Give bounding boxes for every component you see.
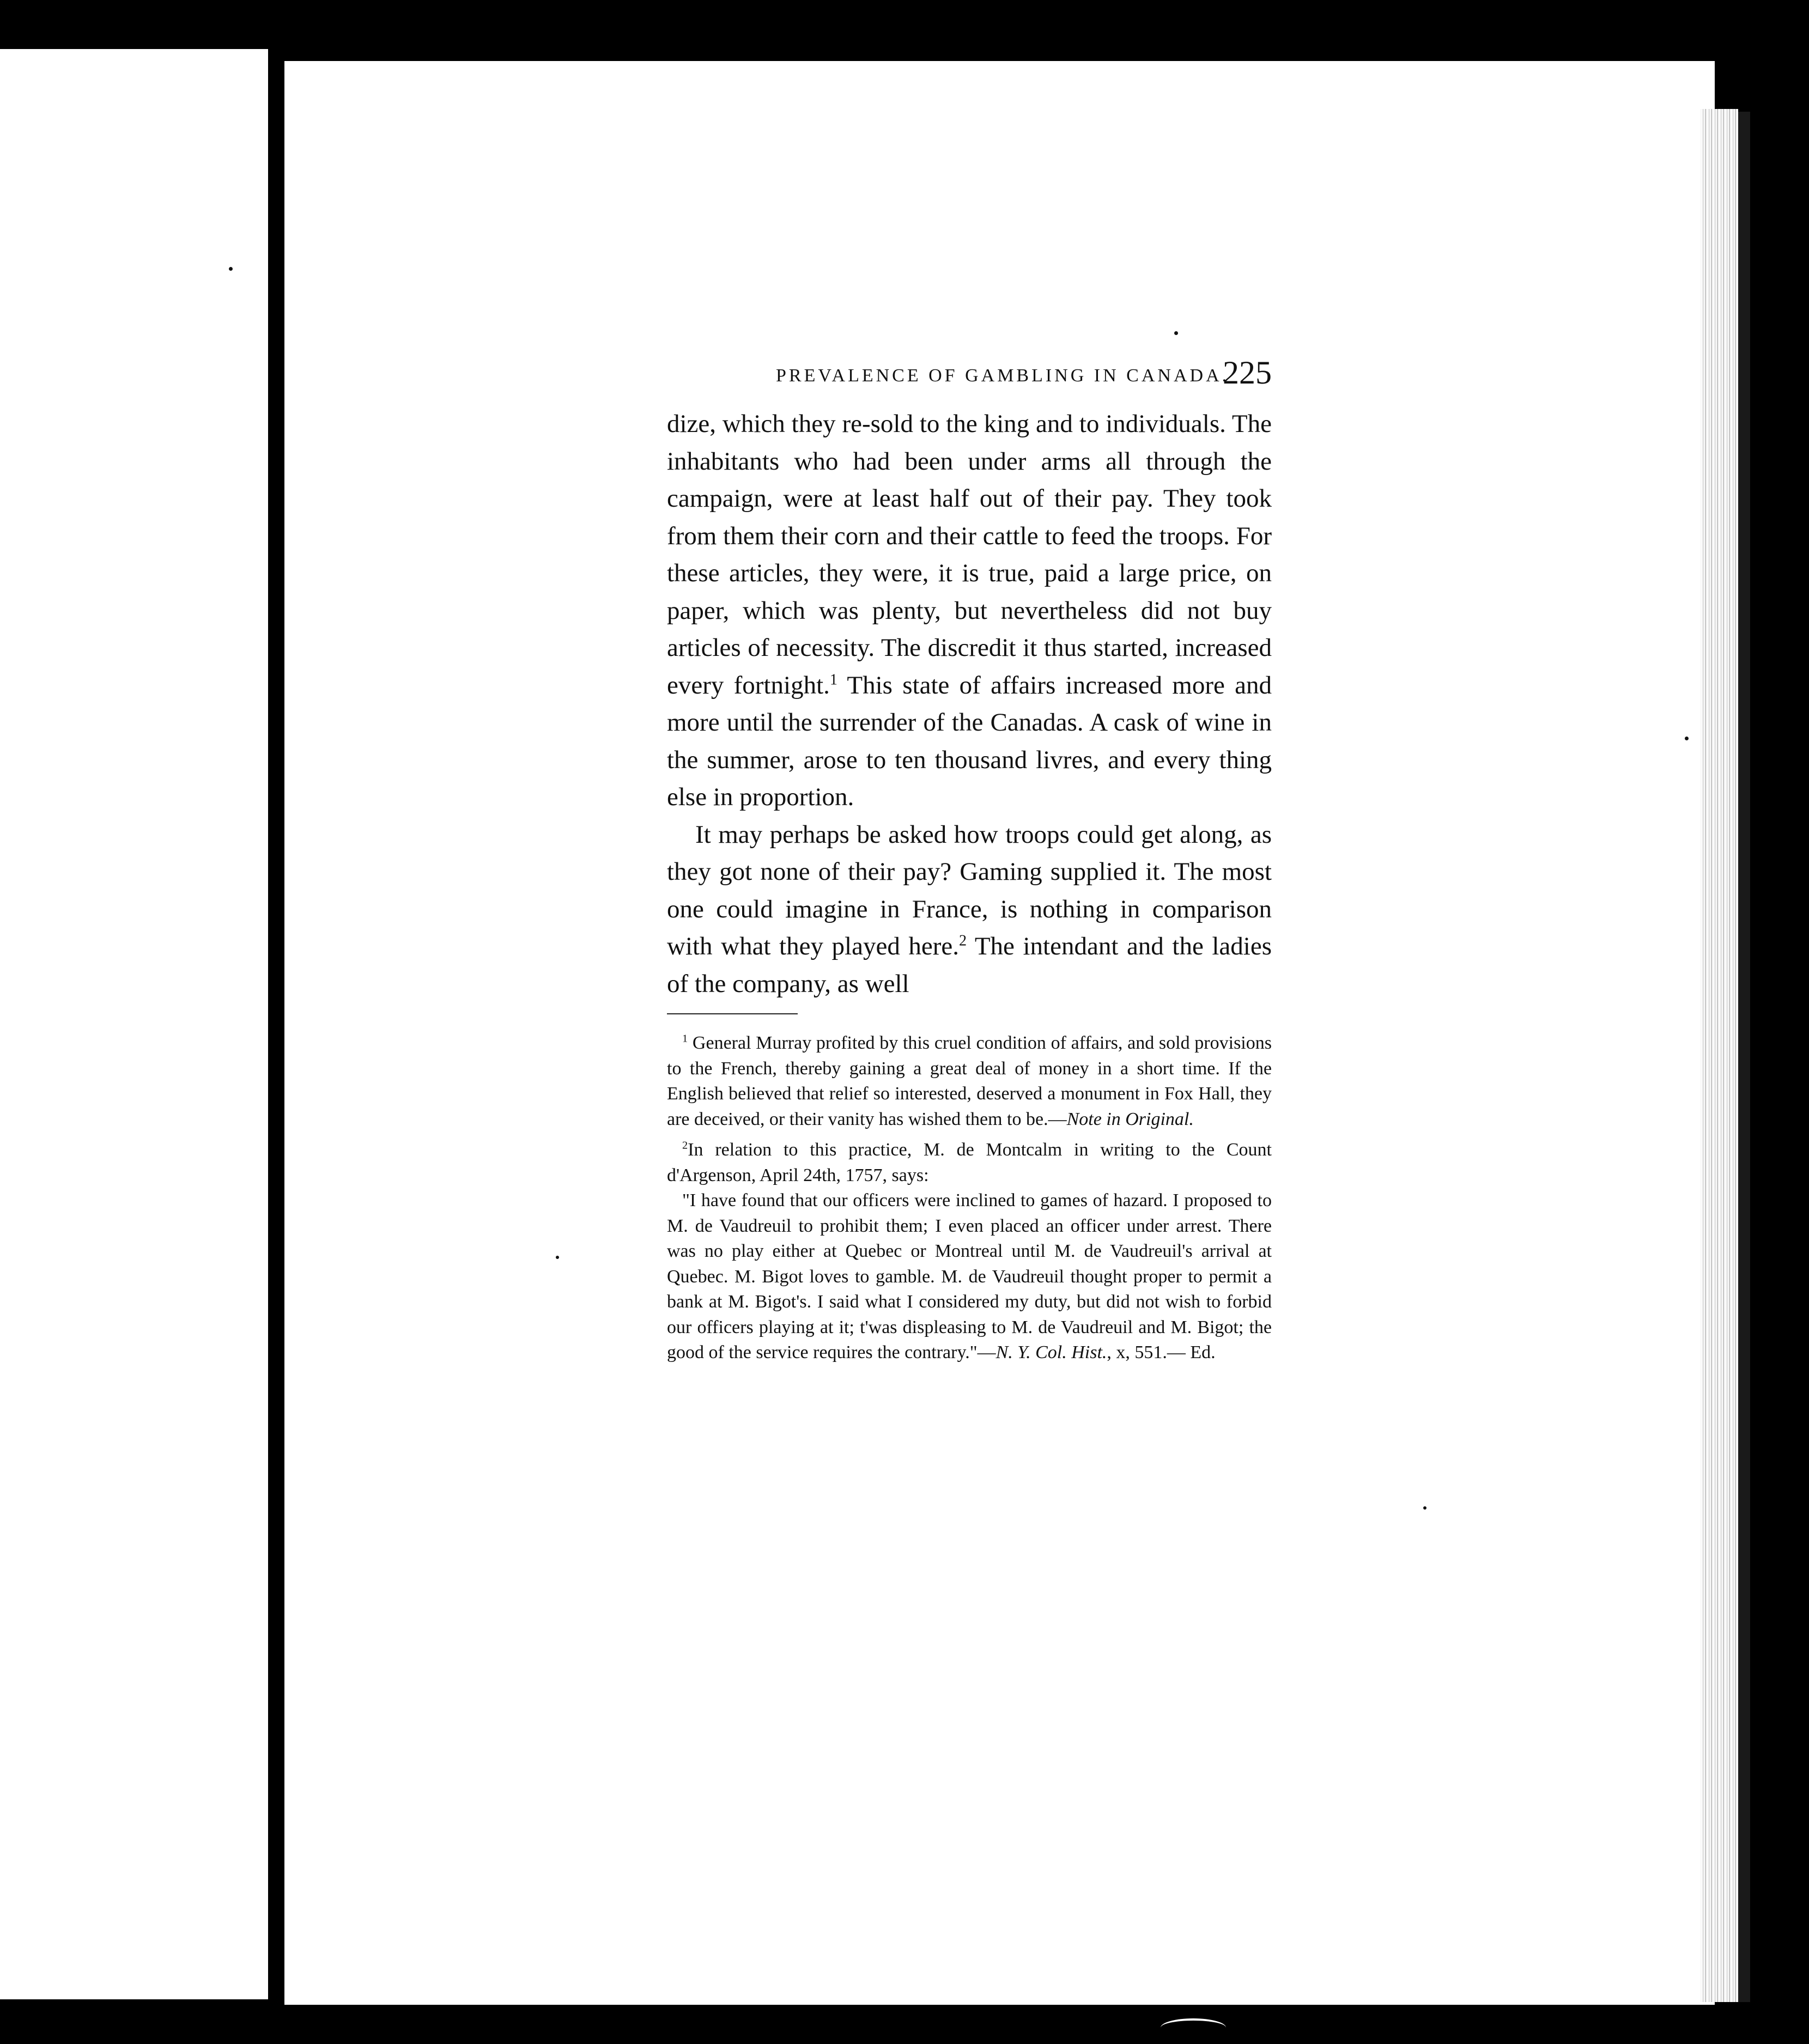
- running-head-title: PREVALENCE OF GAMBLING IN CANADA.: [776, 366, 1230, 386]
- paragraph-text: It may perhaps be asked how troops could get along, as they got none of their pay? Gaming supplied it. The most one could imagine in France, is nothing in comparison with what they played here.: [667, 820, 1272, 960]
- footnotes: [667, 1031, 1272, 1366]
- scan-artifact: [1161, 2018, 1226, 2037]
- running-head: [667, 355, 1272, 398]
- footnote-mark: 1: [682, 1032, 688, 1045]
- speck: [1174, 331, 1178, 335]
- footnote-ref: 1: [829, 671, 837, 688]
- speck: [556, 1256, 559, 1259]
- page-number: 225: [1223, 355, 1272, 391]
- footnote-quote: "I have found that our officers were inclined to games of hazard. I proposed to M. de Vaudreuil to prohibit them; I even placed an officer under arrest. There was no play either at Quebec or Montreal until M. de Vaudreuil's arrival at Quebec. M. Bigot loves to gamble. M. de Vaudreuil thought proper to permit a bank at M. Bigot's. I said what I considered my duty, but did not wish to forbid our officers playing at it; t'was displeasing to M. de Vaudreuil and M. Bigot; the good of the service requires the contrary."—: [667, 1190, 1272, 1362]
- page-edge-shadow: [1738, 112, 1750, 2002]
- paragraph-text: dize, which they re-sold to the king and to individuals. The inhabitants who had been under arms all through the campaign, were at least half out of their pay. They took from them their corn and their cattle to feed the troops. For these articles, they were, it is true, paid a large price, on paper, which was plenty, but nevertheless did not buy articles of necessity. The discredit it thus started, increased every fortnight.: [667, 410, 1272, 699]
- speck: [1685, 737, 1689, 740]
- body-text: [667, 405, 1272, 1002]
- speck: [229, 267, 233, 271]
- left-page: [0, 49, 268, 1999]
- paragraph: [667, 405, 1272, 816]
- footnote-citation: N. Y. Col. Hist.: [995, 1342, 1107, 1362]
- paragraph-text: This state of affairs increased more and more until the surrender of the Canadas. A cask of wine in the summer, arose to ten thousand livres, and every thing else in proportion.: [667, 671, 1272, 811]
- footnote-text: , x, 551.— Ed.: [1107, 1342, 1216, 1362]
- footnote-rule: [667, 1013, 798, 1014]
- footnote-text: General Murray profited by this cruel condition of affairs, and sold provisions to the French, thereby gaining a great deal of money in a short time. If the English believed that relief so interested, deserved a monument in Fox Hall, they are deceived, or their vanity has wished them to be.—: [667, 1033, 1272, 1129]
- page-text: [667, 355, 1272, 1366]
- footnote-ref: 2: [959, 932, 967, 950]
- footnote-1: [667, 1031, 1272, 1132]
- speck: [1423, 1506, 1426, 1510]
- footnote-2-quote: [667, 1188, 1272, 1366]
- paragraph: [667, 816, 1272, 1003]
- footnote-2: [667, 1137, 1272, 1188]
- footnote-note: Note in Original.: [1066, 1109, 1194, 1129]
- book-spine: [268, 46, 284, 2002]
- paragraph-text: The intendant and the ladies of the company, as well: [667, 932, 1272, 998]
- footnote-text: In relation to this practice, M. de Montcalm in writing to the Count d'Argenson, April 24th, 1757, says:: [667, 1140, 1272, 1185]
- page-edges: [1700, 109, 1738, 2002]
- footnote-mark: 2: [682, 1139, 688, 1152]
